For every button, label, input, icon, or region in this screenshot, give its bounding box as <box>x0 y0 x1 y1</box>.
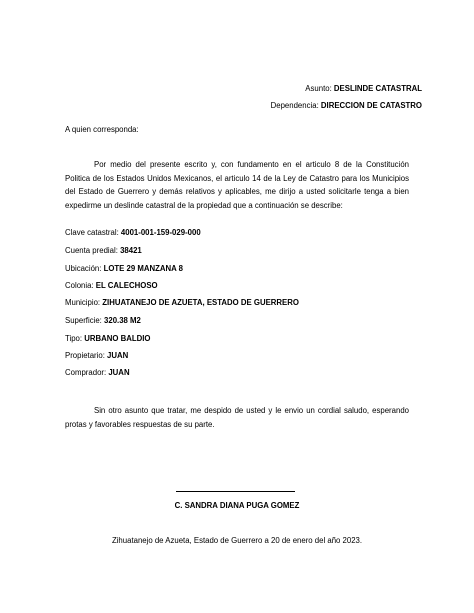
field-propietario <box>65 351 128 361</box>
field-comprador <box>65 368 130 378</box>
signature-line <box>176 491 295 492</box>
asunto-value: DESLINDE CATASTRAL <box>333 84 422 93</box>
greeting: A quien corresponda: <box>65 125 139 134</box>
field-label: Superficie: <box>65 316 102 325</box>
dependencia-line <box>271 101 422 111</box>
dependencia-value: DIRECCION DE CATASTRO <box>320 101 422 110</box>
field-ubicacion <box>65 264 183 274</box>
field-value: EL CALECHOSO <box>95 281 158 290</box>
field-value: URBANO BALDIO <box>84 334 151 343</box>
field-superficie <box>65 316 141 326</box>
dependencia-label: Dependencia: <box>270 101 319 110</box>
field-colonia <box>65 281 158 291</box>
body-paragraph: Por medio del presente escrito y, con fundamento en el articulo 8 de la Constitución Politica de los Estados Unidos Mexicanos, el articulo 14 de la Ley de Catastro para los Municipios del Estado de Guerrero y demás relativos y aplicables, me dirijo a usted solicitarle tenga a bien expedirme un deslinde catastral de la propiedad que a continuación se describe: <box>65 160 409 210</box>
field-clave-catastral <box>65 228 201 238</box>
field-value: 38421 <box>120 246 142 255</box>
field-label: Colonia: <box>65 281 94 290</box>
field-label: Cuenta predial: <box>65 246 118 255</box>
asunto-label: Asunto: <box>305 84 332 93</box>
field-value: LOTE 29 MANZANA 8 <box>103 264 183 273</box>
place-date: Zihuatanejo de Azueta, Estado de Guerrero a 20 de enero del año 2023. <box>111 536 363 545</box>
field-label: Comprador: <box>65 368 107 377</box>
signature-name-text: C. SANDRA DIANA PUGA GOMEZ <box>174 501 300 510</box>
field-label: Clave catastral: <box>65 228 119 237</box>
field-label: Tipo: <box>65 334 83 343</box>
closing-paragraph: Sin otro asunto que tratar, me despido de usted y le envio un cordial saludo, esperando protas y favorables respuestas de su parte. <box>65 406 409 429</box>
field-value: JUAN <box>107 351 129 360</box>
field-label: Municipio: <box>65 298 101 307</box>
field-label: Propietario: <box>65 351 105 360</box>
asunto-line <box>305 84 422 94</box>
field-municipio <box>65 298 299 308</box>
field-label: Ubicación: <box>65 264 102 273</box>
field-tipo <box>65 334 151 344</box>
field-value: JUAN <box>108 368 130 377</box>
field-cuenta-predial <box>65 246 142 256</box>
field-value: 320.38 M2 <box>104 316 141 325</box>
signature-name <box>0 501 474 511</box>
field-value: 4001-001-159-029-000 <box>120 228 201 237</box>
field-value: ZIHUATANEJO DE AZUETA, ESTADO DE GUERRERO <box>102 298 299 307</box>
